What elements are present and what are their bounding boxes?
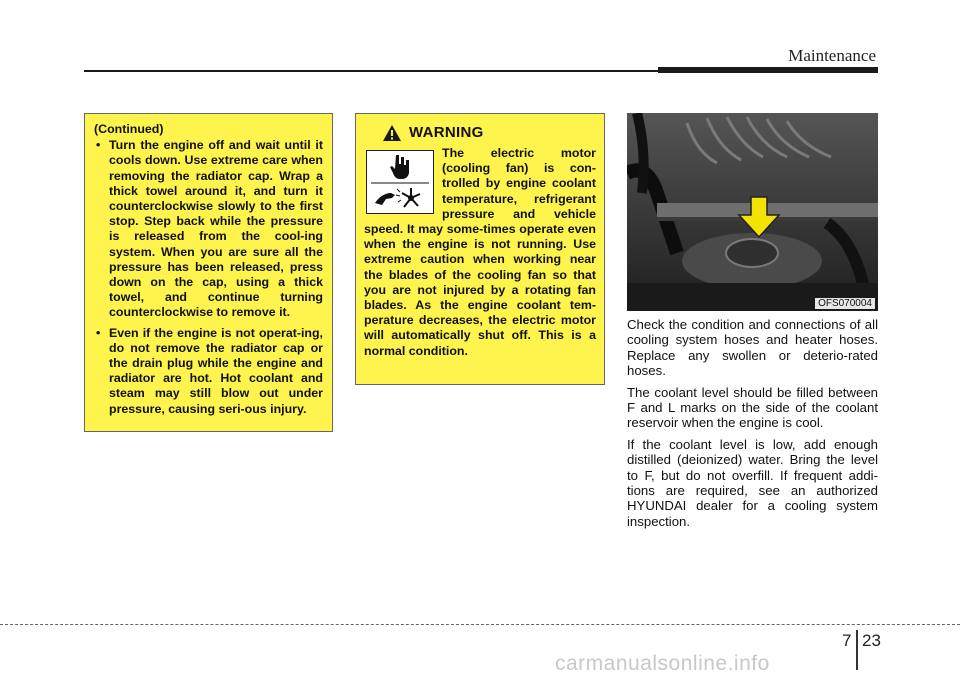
chapter-number: 7 <box>842 631 852 650</box>
footer-rule <box>0 624 960 625</box>
warning-triangle-icon <box>382 124 402 142</box>
page-number-divider <box>856 630 858 670</box>
header-rule <box>84 70 658 72</box>
body-paragraph: If the coolant level is low, add enough distilled (deionized) water. Bring the level to F, but do not overfill. If frequent addi-tions are required, see an authorized HYUNDAI dealer for a cooling system inspection. <box>627 436 878 529</box>
warning-header <box>382 122 596 144</box>
body-text <box>627 317 878 535</box>
warning-title: WARNING <box>409 124 484 142</box>
warning-box <box>355 113 605 385</box>
caution-bullet: • Even if the engine is not operat-ing, do not remove the radiator cap or the drain plug while the engine and radiator are hot. Hot coolant and steam may still blow out under pressure, causing seri-ous injury. <box>94 326 323 417</box>
section-title: Maintenance <box>788 46 876 65</box>
page-number: 23 <box>862 631 881 650</box>
photo-code: OFS070004 <box>815 298 875 309</box>
watermark: carmanualsonline.info <box>555 652 770 675</box>
hand-fan-hazard-icon <box>366 150 434 214</box>
caution-bullet-list <box>94 138 323 417</box>
body-paragraph: Check the condition and connections of all cooling system hoses and heater hoses. Replace any swollen or deterio-rated hoses. <box>627 317 878 379</box>
caution-bullet: • Turn the engine off and wait until it cools down. Use extreme care when removing the radiator cap. Wrap a thick towel around it, and turn it counterclockwise slowly to the first stop. Step back while the pressure is released from the cool-ing system. When you are sure all the pressure has been released, press down on the cap, using a thick towel, and continue turning counterclockwise to remove it. <box>94 138 323 320</box>
continued-caution-box <box>84 113 333 432</box>
header-rule-bold <box>658 67 878 73</box>
engine-bay-photo <box>627 113 878 311</box>
warning-text: The electric motor (cooling fan) is con-trolled by engine coolant temperature, refrigerant pressure and vehicle speed. It may some-times operate even when the engine is not running. Use extreme caution when working near the blades of the cooling fan so that you are not injured by a rotating fan blades. As the engine coolant tem-perature decreases, the electric motor will automatically shut off. This is a normal condition. <box>364 146 596 358</box>
body-paragraph: The coolant level should be filled between F and L marks on the side of the coolant reservoir when the engine is cool. <box>627 384 878 431</box>
continued-heading: (Continued) <box>94 122 164 136</box>
